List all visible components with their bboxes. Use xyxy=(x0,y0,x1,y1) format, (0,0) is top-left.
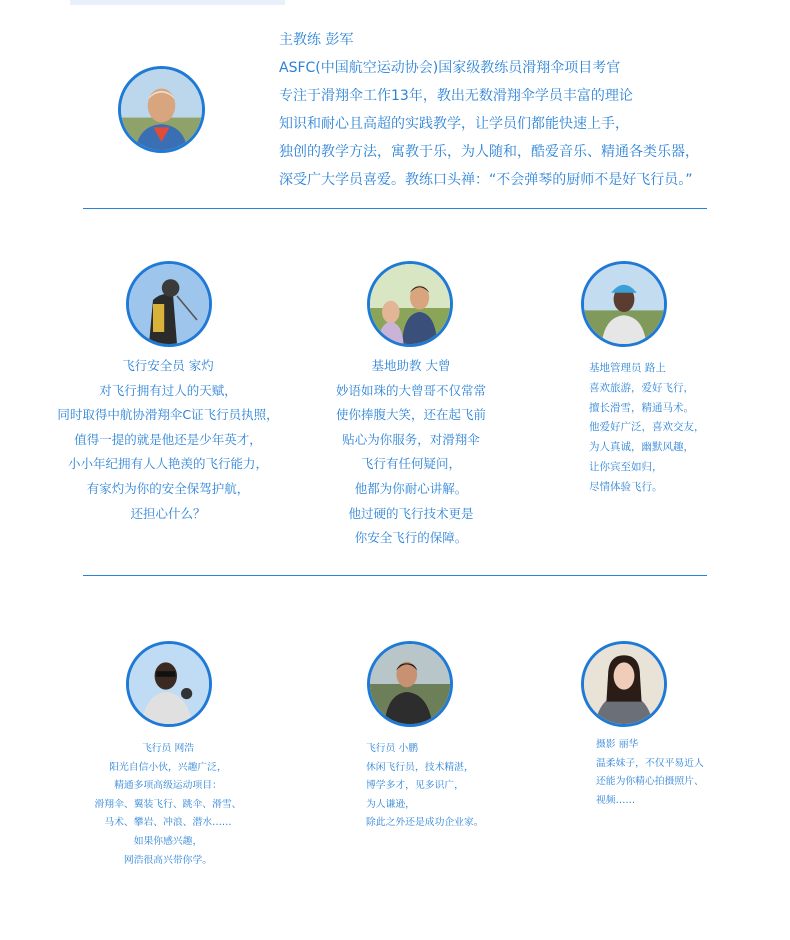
bio-line: 精通多项高级运动项目： xyxy=(114,780,222,792)
bio-line: 你安全飞行的保障。 xyxy=(354,530,468,546)
bio-line: 还能为你精心拍摄照片、 xyxy=(596,776,704,788)
section-divider xyxy=(83,208,707,209)
safety-officer-avatar xyxy=(126,261,212,347)
bio-line: 还担心什么？ xyxy=(130,505,206,521)
bio-line: 博学多才，见多识广， xyxy=(366,780,464,792)
bio-line: 妙语如珠的大曾哥不仅常常 xyxy=(335,382,486,398)
bio-line: 值得一提的就是他还是少年英才， xyxy=(74,431,262,447)
pilot-xiaopeng-photo xyxy=(370,644,450,724)
bio-line: 飞行有任何疑问， xyxy=(360,456,461,472)
pilot-wanghao-photo xyxy=(129,644,209,724)
bio-line: 喜欢旅游，爱好飞行， xyxy=(589,381,694,394)
bio-line: 让你宾至如归， xyxy=(589,460,663,473)
bio-line: 如果你感兴趣， xyxy=(133,835,203,847)
bio-line: 使你捧腹大笑，还在起飞前 xyxy=(335,407,486,423)
bio-line: 尽情体验飞行。 xyxy=(589,480,663,493)
bio-line: 他爱好广泛，喜欢交友， xyxy=(589,421,705,434)
member-title: 摄影 丽华 xyxy=(596,739,639,750)
top-accent-bar xyxy=(70,0,285,5)
bio-line: 网浩很高兴带你学。 xyxy=(123,854,213,866)
bio-line: 专注于滑翔伞工作13年，教出无数滑翔伞学员丰富的理论 xyxy=(279,88,633,104)
section-divider xyxy=(83,575,707,576)
bio-line: 视频…… xyxy=(596,794,636,806)
bio-line: 同时取得中航协滑翔伞C证飞行员执照， xyxy=(57,407,279,423)
bio-line: 知识和耐心且高超的实践教学，让学员们都能快速上手， xyxy=(279,116,629,132)
safety-officer-photo xyxy=(129,264,209,344)
bio-line: 擅长滑雪，精通马术。 xyxy=(589,401,694,414)
base-assistant-avatar xyxy=(367,261,453,347)
photographer-lihua-bio xyxy=(596,736,704,810)
member-title: 基地管理员 路上 xyxy=(589,362,666,374)
bio-line: 温柔妹子，不仅平易近人 xyxy=(596,757,704,769)
photographer-lihua-avatar xyxy=(581,641,667,727)
bio-line: ASFC(中国航空运动协会)国家级教练员滑翔伞项目考官 xyxy=(279,60,621,76)
head-coach-bio xyxy=(279,26,699,194)
pilot-wanghao-avatar xyxy=(126,641,212,727)
base-manager-bio xyxy=(589,359,705,498)
bio-line: 对飞行拥有过人的天赋， xyxy=(99,382,237,398)
base-manager-photo xyxy=(584,264,664,344)
bio-line: 深受广大学员喜爱。教练口头禅：“不会弹琴的厨师不是好飞行员。” xyxy=(279,172,693,188)
bio-line: 为人真诚，幽默风趣， xyxy=(589,441,694,454)
head-coach-title: 主教练 彭军 xyxy=(279,32,354,48)
bio-line: 为人谦逊， xyxy=(366,798,415,810)
member-title: 基地助教 大曾 xyxy=(371,358,451,373)
base-assistant-photo xyxy=(370,264,450,344)
bio-line: 他都为你耐心讲解。 xyxy=(354,480,468,496)
head-coach-avatar xyxy=(118,66,205,153)
bio-line: 马术、攀岩、冲浪、潜水…… xyxy=(104,817,232,829)
member-title: 飞行安全员 家灼 xyxy=(122,358,214,373)
bio-line: 小小年纪拥有人人艳羡的飞行能力， xyxy=(67,456,268,472)
base-assistant-bio xyxy=(316,354,506,551)
bio-line: 有家灼为你的安全保驾护航， xyxy=(86,480,250,496)
photographer-lihua-photo xyxy=(584,644,664,724)
pilot-xiaopeng-bio xyxy=(366,740,484,833)
member-title: 飞行员 小鹏 xyxy=(366,743,419,754)
member-title: 飞行员 网浩 xyxy=(141,743,195,754)
bio-line: 贴心为你服务，对滑翔伞 xyxy=(342,431,480,447)
pilot-wanghao-bio xyxy=(70,740,266,870)
bio-line: 阳光自信小伙，兴趣广泛， xyxy=(109,761,227,773)
pilot-xiaopeng-avatar xyxy=(367,641,453,727)
base-manager-avatar xyxy=(581,261,667,347)
head-coach-photo xyxy=(121,69,202,150)
bio-line: 独创的教学方法，寓教于乐，为人随和，酷爱音乐、精通各类乐器， xyxy=(279,144,699,160)
bio-line: 他过硬的飞行技术更是 xyxy=(348,505,474,521)
bio-line: 滑翔伞、翼装飞行、跳伞、滑雪、 xyxy=(94,798,242,810)
bio-line: 除此之外还是成功企业家。 xyxy=(366,817,484,829)
bio-line: 休闲飞行员，技术精湛， xyxy=(366,761,474,773)
safety-officer-bio xyxy=(0,354,336,526)
